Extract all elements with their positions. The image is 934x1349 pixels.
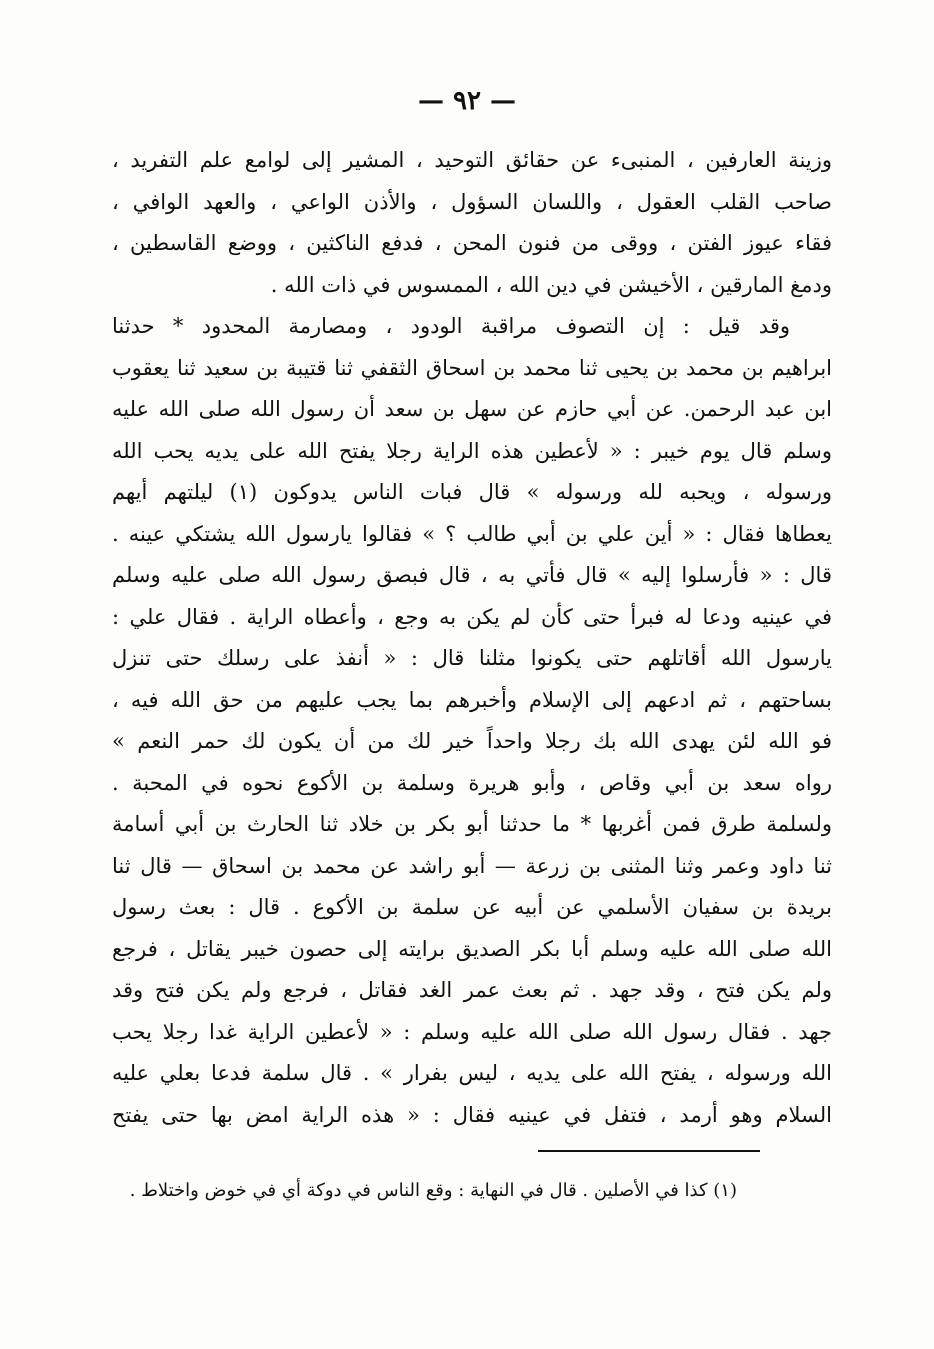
body-text — [112, 140, 832, 1136]
text-line: ولسلمة طرق فمن أغربها * ما حدثنا أبو بكر بن خلاد ثنا الحارث بن أبي أسامة — [112, 812, 832, 836]
text-line: فو الله لئن يهدى الله بك رجلا واحداً خير لك من أن يكون لك حمر النعم » — [112, 729, 832, 753]
page-number: — ٩٢ — — [417, 86, 517, 116]
text-line: قال : « فأرسلوا إليه » قال فأتي به ، قال فبصق رسول الله صلى عليه وسلم — [112, 563, 832, 587]
text-line: بريدة بن سفيان الأسلمي عن أبيه عن سلمة بن الأكوع . قال : بعث رسول — [112, 895, 832, 919]
text-line: الله ورسوله ، يفتح الله على يديه ، ليس بفرار » . قال سلمة فدعا بعلي عليه — [112, 1061, 832, 1085]
text-line: بساحتهم ، ثم ادعهم إلى الإسلام وأخبرهم بما يجب عليهم من حق الله فيه ، — [112, 687, 832, 712]
text-line: الله صلى الله عليه وسلم أبا بكر الصديق برايته إلى حصون خيبر يقاتل ، فرجع — [112, 936, 832, 961]
text-line: فقاء عيوز الفتن ، ووقى من فنون المحن ، فدفع الناكثين ، ووضع القاسطين ، — [112, 231, 832, 255]
text-line: وسلم قال يوم خيبر : « لأعطين هذه الراية رجلا يفتح الله على يديه يحب الله — [112, 438, 832, 463]
text-line: وزينة العارفين ، المنبىء عن حقائق التوحيد ، المشير إلى لوامع علم التفريد ، — [112, 148, 832, 172]
text-line: ابن عبد الرحمن. عن أبي حازم عن سهل بن سعد أن رسول الله صلى الله عليه — [112, 397, 832, 421]
text-line: ثنا داود وعمر وثنا المثنى بن زرعة — أبو راشد عن محمد بن اسحاق — قال ثنا — [112, 853, 832, 878]
text-line: يارسول الله أقاتلهم حتى يكونوا مثلنا قال : « أنفذ على رسلك حتى تنزل — [112, 646, 832, 670]
footnote-divider — [538, 1150, 760, 1152]
text-line: ولم يكن فتح ، وقد جهد . ثم بعث عمر الغد فقاتل ، فرجع ولم يكن فتح وقد — [112, 978, 832, 1002]
text-line: صاحب القلب العقول ، واللسان السؤول ، والأذن الواعي ، والعهد الوافي ، — [112, 189, 832, 214]
text-line: ورسوله ، ويحبه لله ورسوله » قال فبات الناس يدوكون (١) ليلتهم أيهم — [112, 480, 832, 504]
text-line: رواه سعد بن أبي وقاص ، وأبو هريرة وسلمة بن الأكوع نحوه في المحبة . — [112, 770, 832, 795]
text-line: السلام وهو أرمد ، فتفل في عينيه فقال : « هذه الراية امض بها حتى يفتح — [112, 1102, 832, 1127]
text-line: ابراهيم بن محمد بن يحيى ثنا محمد بن اسحاق الثقفي ثنا قتيبة بن سعيد ثنا يعقوب — [112, 355, 832, 380]
text-line: جهد . فقال رسول الله صلى الله عليه وسلم : « لأعطين الراية غدا رجلا يحب — [112, 1019, 832, 1044]
text-line: ودمغ المارقين ، الأخيشن في دين الله ، الممسوس في ذات الله . — [270, 272, 832, 297]
text-line: يعطاها فقال : « أين علي بن أبي طالب ؟ » فقالوا يارسول الله يشتكي عينه . — [112, 521, 832, 546]
text-line: وقد قيل : إن التصوف مراقبة الودود ، ومصارمة المحدود * حدثنا — [112, 314, 790, 338]
text-line: في عينيه ودعا له فبرأ حتى كأن لم يكن به وجع ، وأعطاه الراية . فقال علي : — [112, 604, 832, 629]
footnote: (١) كذا في الأصلين . قال في النهاية : وقع الناس في دوكة أي في خوض واختلاط . — [129, 1180, 737, 1201]
